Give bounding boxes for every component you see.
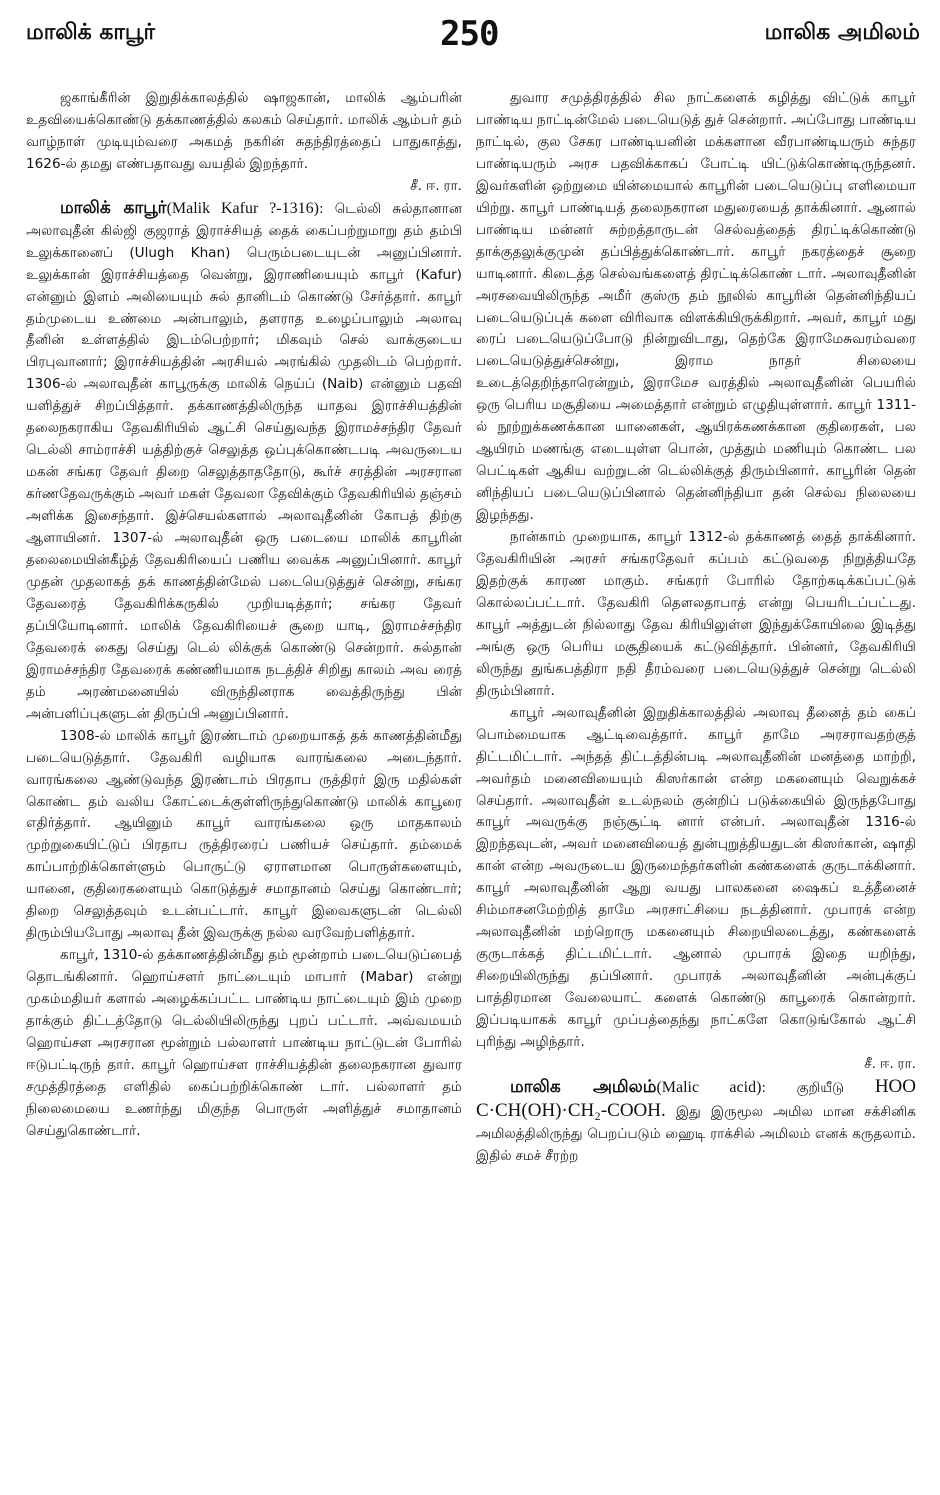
entry-body: : டெல்லி சுல்தானான அலாவுதீன் கில்ஜி குஜராத் இராச்சியத் தைக் கைப்பற்றுமாறு தம் தம்பி உலுக்கானைப் (Ulugh Khan) பெரும்படையுடன் அனுப்பினார். உலுக்கான் இராச்சியத்தை வென்று, இராணியையும் காபூர் (Kafur) என்னும் இளம் அலியையும் சுல் தானிடம் கொண்டு சேர்த்தார். காபூர் தம்முடைய உண்மை அன்பாலும், தளராத உழைப்பாலும் அலாவு தீனின் உள்ளத்தில் இடம்பெற்றார்; மிகவும் செல் வாக்குடைய பிரபுவானார்; இராச்சியத்தின் அரசியல் அரங்கில் முதலிடம் பெற்றார். 1306-ல் அலாவுதீன் காபூருக்கு மாலிக் நெய்ப் (Naib) என்னும் பதவி யளித்துச் சிறப்பித்தார். தக்காணத்திலிருந்த யாதவ இராச்சியத்தின் தலைநகராகிய தேவகிரியில் ஆட்சி செய்துவந்த இராமச்சந்திர தேவர் டெல்லி சாம்ராச்சி யத்திற்குச் செலுத்த ஒப்புக்கொண்டபடி அவருடைய மகன் சங்கர தேவர் திறை செலுத்தாததோடு, கூர்ச் சரத்தின் அரசரான கர்ணதேவருக்கும் அவர் மகள் தேவலா தேவிக்கும் தேவகிரியில் தஞ்சம் அளிக்க இசைந்தார். இச்செயல்களால் அலாவுதீனின் கோபத் திற்கு ஆளாயினர். 1307-ல் அலாவுதீன் ஒரு படையை மாலிக் காபூரின் தலைமையின்கீழ்த் தேவகிரியைப் பணிய வைக்க அனுப்பினார். காபூர் முதன் முதலாகத் தக் காணத்தின்மேல் படையெடுத்துச் சென்று, சங்கர தேவரைத் தேவகிரிக்கருகில் முறியடித்தார்; சங்கர தேவர் தப்பியோடினார். மாலிக் தேவகிரியைச் சூறை யாடி, இராமச்சந்திர தேவரைக் கைது செய்து டெல் லிக்குக் கொண்டு சென்றார். சுல்தான் இராமச்சந்திர தேவரைக் கண்ணியமாக நடத்திச் சிறிது காலம் அவ ரைத் தம் அரண்மனையில் விருந்தினராக வைத்திருந்து பின் அன்பளிப்புகளுடன் திருப்பி அனுப்பினார். bbox=[26, 200, 463, 722]
left-column bbox=[26, 88, 462, 1143]
entry-symbol-label: : குறியீடு bbox=[761, 1079, 845, 1096]
entry-malik-kafur bbox=[26, 198, 462, 726]
right-column bbox=[476, 88, 916, 1168]
entry-heading: மாலிக அமிலம் bbox=[510, 1076, 657, 1097]
paragraph-1308: 1308-ல் மாலிக் காபூர் இரண்டாம் முறையாகத் தக் காணத்தின்மீது படையெடுத்தார். தேவகிரி வழியாக வாரங்கலை அடைந்தார். வாரங்கலை ஆண்டுவந்த இரண்டாம் பிரதாப ருத்திரர் இரு மதில்கள் கொண்ட தம் வலிய கோட்டைக்குள்ளிருந்துகொண்டு மாலிக் காபூரை எதிர்த்தார். ஆயினும் காபூர் வாரங்கலை ஒரு மாதகாலம் முற்றுகையிட்டுப் பிரதாப ருத்திரரைப் பணியச் செய்தார். தம்மைக் காப்பாற்றிக்கொள்ளும் பொருட்டு ஏராளமான பொருள்களையும், யானை, குதிரைகளையும் கொடுத்துச் சமாதானம் செய்து கொண்டார்; திறை செலுத்தவும் உடன்பட்டார். காபூர் இவைகளுடன் டெல்லி திரும்பியபோது அலாவு தீன் இவருக்கு நல்ல வரவேற்பளித்தார். bbox=[26, 727, 462, 942]
paragraph-1310: காபூர், 1310-ல் தக்காணத்தின்மீது தம் மூன்றாம் படையெடுப்பைத் தொடங்கினார். ஹொய்சளர் நாட்டையும் மாபார் (Mabar) என்று முகம்மதியர் களால் அழைக்கப்பட்ட பாண்டிய நாட்டையும் இம் முறை தாக்கும் திட்டத்தோடு டெல்லியிலிருந்து புறப் பட்டார். அவ்வமயம் ஹொய்சள அரசரான மூன்றும் பல்லாளர் பாண்டிய நாட்டுடன் போரில் ஈடுபட்டிருந் தார். காபூர் ஹொய்சள ராச்சியத்தின் தலைநகரான துவார சமுத்திரத்தை எளிதில் கைப்பற்றிக்கொண் டார். பல்லாளர் தம் நிலைமையை உணர்ந்து மிகுந்த பொருள் அளித்துச் சமாதானம் செய்துகொண்டார். bbox=[26, 947, 462, 1139]
author-initials: சீ. ஈ. ரா. bbox=[864, 1055, 916, 1072]
entry-body: இது இருமூல அமில மான சக்சினிக அமிலத்திலிருந்து பெறப்படும் ஹைடி ராக்சில் அமிலம் எனக் கருதலாம். இதில் சமச் சீரற்ற bbox=[476, 1103, 916, 1164]
author-initials: சீ. ஈ. ரா. bbox=[410, 177, 462, 194]
running-head-right: மாலிக அமிலம் bbox=[764, 20, 920, 45]
page-number: 250 bbox=[440, 14, 499, 54]
entry-malic-acid bbox=[476, 1076, 916, 1168]
paragraph-pandya: துவார சமுத்திரத்தில் சில நாட்களைக் கழித்து விட்டுக் காபூர் பாண்டிய நாட்டின்மேல் படையெடுத் துச் சென்றார். அப்போது பாண்டிய நாட்டில், குல சேகர பாண்டியனின் மக்களான வீரபாண்டியரும் சுந்தர பாண்டியரும் அரச பதவிக்காகப் போட்டி யிட்டுக்கொண்டிருந்தனர். இவர்களின் ஒற்றுமை யின்மையால் காபூரின் படையெடுப்பு எளிமையா யிற்று. காபூர் பாண்டியத் தலைநகரான மதுரையைத் தாக்கினார். ஆனால் பாண்டிய மன்னர் சுற்றத்தாருடன் செல்வத்தைத் திரட்டிக்கொண்டு தாக்குதலுக்குமுன் தப்பித்துக்கொண்டார். காபூர் நகரத்தைச் சூறை யாடினார். கிடைத்த செல்வங்களைத் திரட்டிக்கொண் டார். அலாவுதீனின் அரசவையிலிருந்த அமீர் குஸ்ரு தம் நூலில் காபூரின் தென்னிந்தியப் படையெடுப்புக் களை விரிவாக விளக்கியிருக்கிறார். அவர், காபூர் மது ரைப் படையெடுப்போடு நின்றுவிடாது, தெற்கே இராமேசுவரம்வரை படையெடுத்துச்சென்று, இராம நாதர் சிலையை உடைத்தெறிந்தாரென்றும், இராமேச வரத்தில் அலாவுதீனின் பெயரில் ஒரு பெரிய மசூதியை அமைத்தார் என்றும் எழுதியுள்ளார். காபூர் 1311-ல் நூற்றுக்கணக்கான யானைகள், ஆயிரக்கணக்கான குதிரைகள், பல ஆயிரம் மணங்கு எடையுள்ள பொன், முத்தும் மணியும் கொண்ட பல பெட்டிகள் ஆகிய வற்றுடன் டெல்லிக்குத் திரும்பினார். காபூரின் தென் னிந்தியப் படையெடுப்பினால் தென்னிந்தியா தன் செல்வ நிலையை இழந்தது. bbox=[476, 90, 916, 524]
running-head-left: மாலிக் காபூர் bbox=[26, 20, 156, 45]
paragraph-1312: நான்காம் முறையாக, காபூர் 1312-ல் தக்காணத் தைத் தாக்கினார். தேவகிரியின் அரசர் சங்கரதேவர் கப்பம் கட்டுவதை நிறுத்தியதே இதற்குக் காரண மாகும். சங்கரர் போரில் தோற்கடிக்கப்பட்டுக் கொல்லப்பட்டார். தேவகிரி தௌலதாபாத் என்று பெயரிடப்பட்டது. காபூர் அத்துடன் நில்லாது தேவ கிரியிலுள்ள இந்துக்கோயிலை இடித்து அங்கு ஒரு பெரிய மசூதியைக் கட்டுவித்தார். பின்னர், தேவகிரியி லிருந்து துங்கபத்திரா நதி தீரம்வரை படையெடுத்துச் சென்று டெல்லி திரும்பினார். bbox=[476, 529, 916, 699]
page-header bbox=[0, 0, 940, 60]
chemical-formula: HOO C·CH(OH)·CH₂-COOH. bbox=[476, 1075, 916, 1121]
entry-heading-latin: (Malic acid) bbox=[656, 1078, 762, 1096]
paragraph-kafur-end: காபூர் அலாவுதீனின் இறுதிக்காலத்தில் அலாவு தீனைத் தம் கைப் பொம்மையாக ஆட்டிவைத்தார். காபூர் தாமே அரசராவதற்குத் திட்டமிட்டார். அந்தத் திட்டத்தின்படி அலாவுதீனின் மனத்தை மாற்றி, அவர்தம் மனைவியையும் கிஸர்கான் என்ற மகனையும் வெறுக்கச் செய்தார். அலாவுதீன் உடல்நலம் குன்றிப் படுக்கையில் இருந்தபோது காபூர் அவருக்கு நஞ்சூட்டி னார் என்பர். அலாவுதீன் 1316-ல் இறந்தவுடன், அவர் மனைவியைத் துன்புறுத்தியதுடன் கிஸர்கான், ஷாதி கான் என்ற அவருடைய இருமைந்தர்களின் கண்களைக் குருடாக்கினார். காபூர் அலாவுதீனின் ஆறு வயது பாலகனை ஷைகப் உத்தீனைச் சிம்மாசனமேற்றித் தாமே அரசாட்சியை நடத்தினார். முபாரக் என்ற அலாவுதீனின் மற்றொரு மகனையும் சிறையிலடைத்து, கண்களைக் குருடாக்கத் திட்டமிட்டார். ஆனால் முபாரக் இதை யறிந்து, சிறையிலிருந்து தப்பினார். முபாரக் அலாவுதீனின் அன்புக்குப் பாத்திரமான வேலையாட் களைக் கொண்டு காபூரைக் கொன்றார். இப்படியாகக் காபூர் முப்பத்தைந்து நாட்களே கொடுங்கோல் ஆட்சி புரிந்து அழிந்தார். bbox=[476, 704, 916, 1050]
paragraph-shahjahan: ஜகாங்கீரின் இறுதிக்காலத்தில் ஷாஜகான், மாலிக் ஆம்பரின் உதவியைக்கொண்டு தக்காணத்தில் கலகம் செய்தார். மாலிக் ஆம்பர் தம் வாழ்நாள் முடியும்வரை அகமத் நகரின் சுதந்திரத்தைப் பாதுகாத்து, 1626-ல் தமது எண்பதாவது வயதில் இறந்தார். bbox=[26, 90, 462, 172]
entry-heading-latin: (Malik Kafur ?-1316) bbox=[166, 199, 319, 217]
entry-heading: மாலிக் காபூர் bbox=[60, 197, 167, 218]
